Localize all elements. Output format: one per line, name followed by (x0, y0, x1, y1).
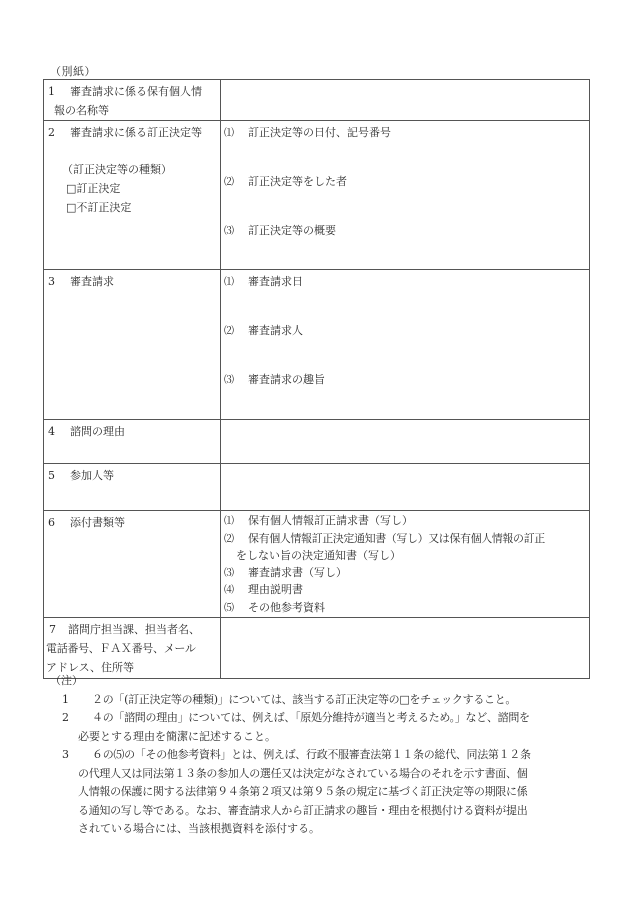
item-number: ⑴ (224, 128, 234, 139)
table-row-4 (44, 420, 590, 464)
row-number: 1 (48, 85, 55, 98)
item-label-cont: をしない旨の決定通知書（写し） (236, 549, 401, 562)
note-text: ６の⑸の「その他参考資料」とは、例えば、行政不服審査法第１１条の総代、同法第１２条 (92, 748, 531, 761)
table-row-6 (44, 511, 590, 618)
item-number: ⑵ (224, 533, 234, 545)
row-7-label-cell (44, 618, 221, 679)
note-2 (62, 709, 595, 728)
item-label: 審査請求書（写し） (248, 565, 347, 579)
notes-section (50, 672, 595, 839)
attachment-label: （別紙） (50, 65, 96, 78)
note-text: ４の「諮問の理由」については、例えば、「原処分維持が適当と考えるため。」など、諮問を (92, 711, 530, 724)
row-label-cont: 報の名称等 (54, 104, 109, 117)
row-1-label-cell (44, 80, 221, 121)
type-heading: （訂正決定等の種類） (62, 163, 172, 176)
checkbox-non-correction-decision[interactable]: □不訂正決定 (66, 201, 132, 214)
item-label: 審査請求人 (248, 324, 303, 337)
item-label: 審査請求日 (248, 275, 303, 288)
note-number: 2 (62, 711, 69, 724)
row-2-value-cell[interactable] (221, 121, 590, 270)
item-label: 訂正決定等をした者 (248, 175, 347, 188)
table-row-3 (44, 270, 590, 420)
notes-heading: （注） (50, 674, 83, 687)
row-number: 2 (48, 126, 55, 139)
row-number: 6 (48, 516, 55, 529)
row-label: 添付書類等 (70, 516, 125, 529)
note-text-cont: の代理人又は同法第１３条の参加人の選任又は決定がなされている場合のそれを示す書面、個 (78, 766, 528, 780)
item-number: ⑷ (224, 585, 234, 596)
item-label: 訂正決定等の日付、記号番号 (248, 126, 391, 139)
row-label: 審査請求 (70, 275, 114, 288)
note-3 (62, 746, 595, 765)
item-number: ⑴ (224, 516, 234, 527)
row-number: 3 (48, 275, 55, 288)
item-number: ⑸ (224, 602, 234, 614)
row-2-label-cell (44, 121, 221, 270)
row-label-cont: アドレス、住所等 (46, 661, 134, 674)
row-3-label-cell (44, 270, 221, 420)
row-5-value-cell[interactable] (221, 464, 590, 511)
row-7-value-cell[interactable] (221, 618, 590, 679)
item-number: ⑵ (224, 177, 234, 188)
item-number: ⑶ (224, 226, 234, 237)
note-number: 1 (62, 692, 69, 706)
item-label: 訂正決定等の概要 (248, 224, 336, 237)
item-label: 理由説明書 (248, 583, 303, 596)
row-label: 審査請求に係る訂正決定等 (70, 126, 202, 139)
item-number: ⑴ (224, 277, 234, 288)
row-number: 4 (48, 425, 55, 438)
note-number: 3 (62, 748, 69, 761)
table-row-2 (44, 121, 590, 270)
row-1-value-cell[interactable] (221, 80, 590, 121)
note-text-cont: 必要とする理由を簡潔に記述すること。 (78, 729, 276, 743)
table-row-5 (44, 464, 590, 511)
item-label: 保有個人情報訂正請求書（写し） (248, 514, 413, 527)
table-row-1 (44, 80, 590, 121)
item-number: ⑶ (224, 567, 234, 579)
row-4-label-cell (44, 420, 221, 464)
item-label: 保有個人情報訂正決定通知書（写し）又は保有個人情報の訂正 (248, 531, 545, 545)
row-label: 諮問庁担当課、担当者名、 (68, 623, 200, 636)
row-label-cont: 電話番号、ＦＡＸ番号、メール (46, 642, 196, 655)
row-4-value-cell[interactable] (221, 420, 590, 464)
note-text-cont: 人情報の保護に関する法律第９４条第２項又は第９５条の規定に基づく訂正決定等の期限に係 (78, 785, 528, 798)
row-5-label-cell (44, 464, 221, 511)
item-label: その他参考資料 (248, 600, 325, 614)
note-1 (62, 691, 595, 710)
row-label: 審査請求に係る保有個人情 (70, 85, 202, 98)
row-label: 諮問の理由 (70, 425, 125, 438)
note-text-cont: されている場合には、当該根拠資料を添付する。 (78, 822, 320, 835)
note-text: ２の「(訂正決定等の種類)」については、該当する訂正決定等の□をチェックすること。 (92, 692, 517, 706)
table-row-7 (44, 618, 590, 679)
row-3-value-cell[interactable] (221, 270, 590, 420)
inquiry-form-table (43, 79, 590, 679)
row-number: 7 (49, 623, 56, 636)
row-number: 5 (48, 469, 55, 482)
row-label: 参加人等 (70, 469, 114, 482)
item-number: ⑶ (224, 375, 234, 386)
item-label: 審査請求の趣旨 (248, 373, 325, 386)
item-number: ⑵ (224, 326, 234, 337)
note-text-cont: る通知の写し等である。なお、審査請求人から訂正請求の趣旨・理由を根拠付ける資料が提出 (78, 803, 528, 817)
checkbox-correction-decision[interactable]: □訂正決定 (66, 182, 121, 195)
row-6-label-cell (44, 511, 221, 618)
row-6-value-cell[interactable] (221, 511, 590, 618)
